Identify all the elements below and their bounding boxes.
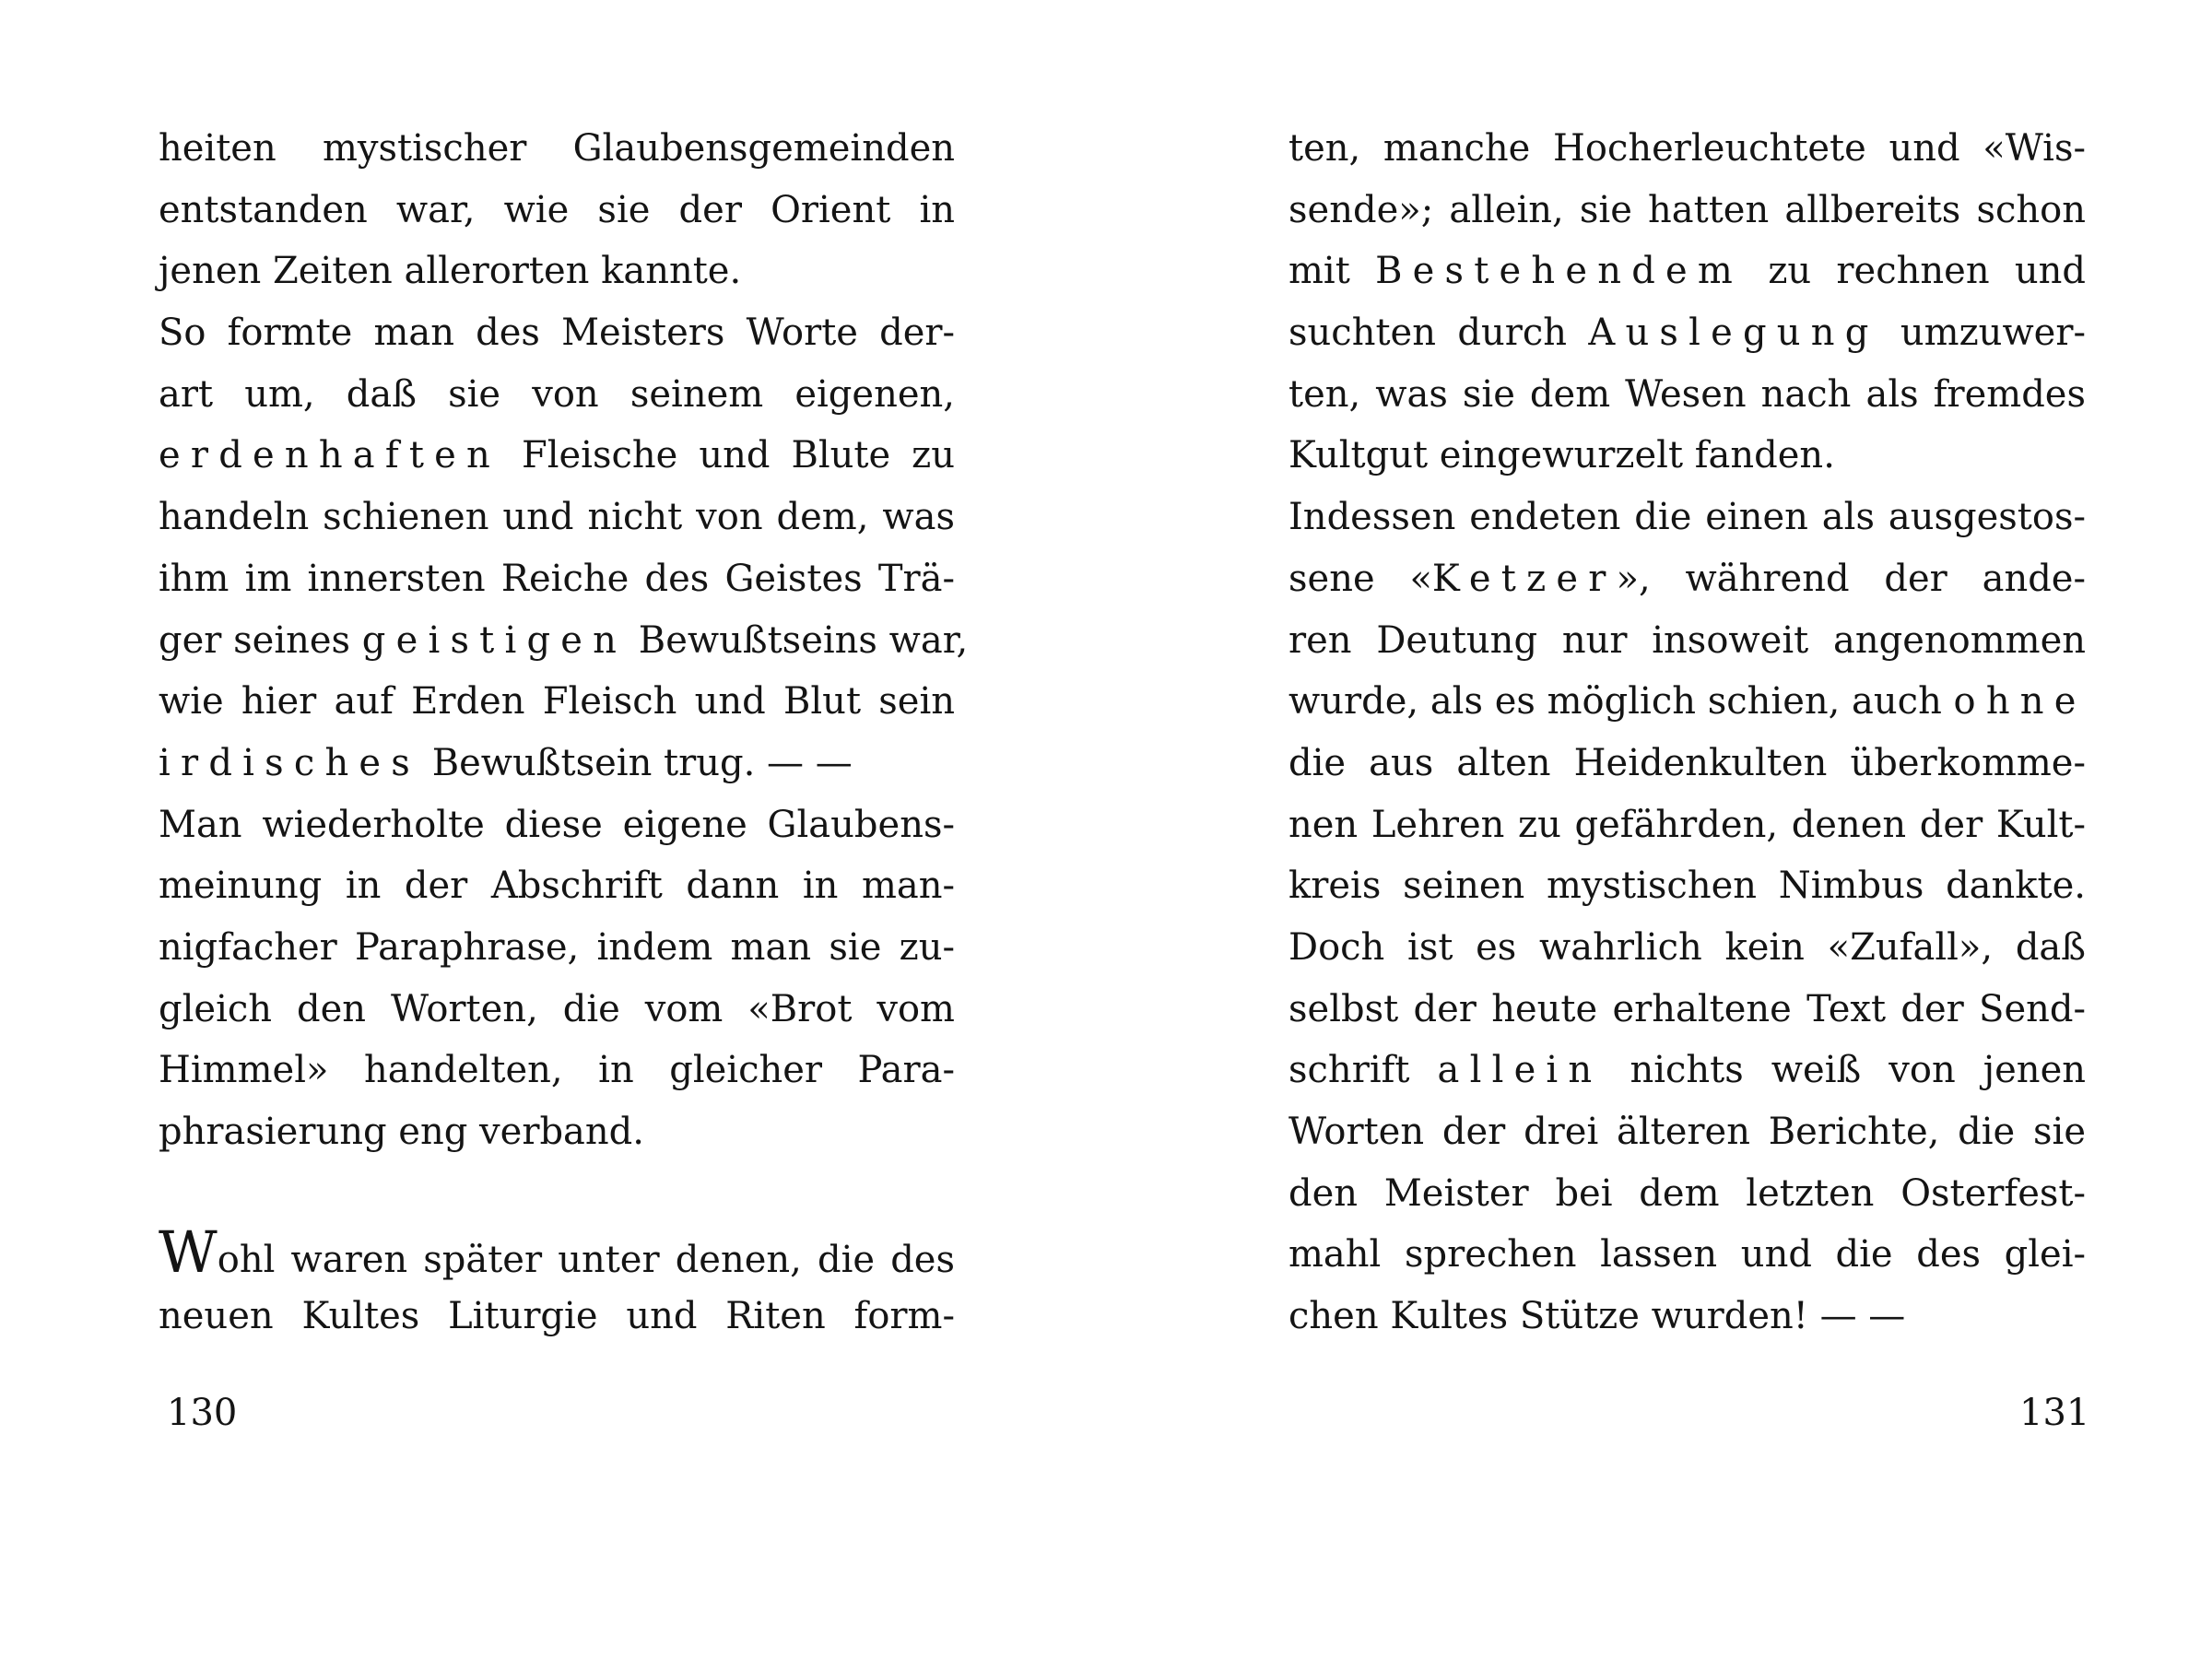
text-line: Indessen endeten die einen als ausgestos- [1288,496,2086,539]
text-line: Doch ist es wahrlich kein «Zufall», daß [1288,925,2086,969]
text-line [1288,548,2086,610]
text-line: ten, manche Hocherleuchtete und «Wis- [1288,127,2086,170]
text-line [1288,241,2086,302]
spaced-emphasis: erdenhaften [159,434,500,477]
text-line [159,1218,955,1287]
text-span: Bewußtseins war, [627,618,969,662]
text-line: heiten mystischer Glaubensgemeinden [159,127,955,170]
drop-initial: W [159,1218,218,1287]
text-span: zu rechnen und [1743,250,2086,293]
text-line: die aus alten Heidenkulten überkomme- [1288,741,2086,784]
text-span: umzuwer- [1878,312,2086,355]
text-line: meinung in der Abschrift dann in man- [159,865,955,908]
text-line: ihm im innersten Reiche des Geistes Trä- [159,557,955,600]
page-number: 131 [2019,1392,2090,1434]
text-line: nen Lehren zu gefährden, denen der Kult- [1288,803,2086,846]
text-line: neuen Kultes Liturgie und Riten form- [159,1295,955,1338]
spaced-emphasis: Bestehendem [1375,250,1744,293]
text-line: ten, was sie dem Wesen nach als fremdes [1288,372,2086,416]
text-line: chen Kultes Stütze wurden! — — [1288,1295,1906,1338]
text-line: art um, daß sie von seinem eigenen, [159,372,955,416]
text-span: nichts weiß von jenen [1602,1049,2087,1092]
text-span: wurde, als es möglich schien, auch [1288,680,1954,724]
text-span: schrift [1288,1049,1438,1092]
text-line: entstanden war, wie sie der Orient in [159,188,955,231]
spaced-emphasis: allein [1437,1049,1603,1092]
text-line: kreis seinen mystischen Nimbus dankte. [1288,865,2086,908]
text-line: mahl sprechen lassen und die des glei- [1288,1233,2086,1277]
text-line: Himmel» handelten, in gleicher Para- [159,1049,955,1092]
page-number: 130 [167,1392,238,1434]
spaced-emphasis: Ketzer [1431,557,1617,600]
text-line: selbst der heute erhaltene Text der Send- [1288,987,2086,1030]
text-line: wie hier auf Erden Fleisch und Blut sein [159,680,955,724]
text-line: handeln schienen und nicht von dem, was [159,496,955,539]
text-span: ohl waren später unter denen, die des [217,1239,955,1282]
text-line [1288,302,2086,364]
text-line: Kultgut eingewurzelt fanden. [1288,434,1835,477]
right-page [1106,0,2212,1659]
text-span: mit [1288,250,1376,293]
text-line: nigfacher Paraphrase, indem man sie zu- [159,925,955,969]
paragraph-gap [159,1163,955,1225]
text-span: Bewußtsein trug. — — [420,741,853,784]
text-span: », während der ande- [1616,557,2086,600]
spaced-emphasis: geistigen [361,618,628,662]
left-page-text [159,118,969,1347]
spaced-emphasis: ohne [1953,680,2087,724]
text-line: jenen Zeiten allerorten kannte. [159,250,742,293]
text-line: So formte man des Meisters Worte der- [159,312,955,355]
text-span: suchten durch [1288,312,1589,355]
text-line: phrasierung eng verband. [159,1111,644,1153]
text-line: Man wiederholte diese eigene Glaubens- [159,803,955,846]
text-line [159,610,969,672]
text-span: Fleische und Blute zu [500,434,955,477]
text-line: sende»; allein, sie hatten allbereits schon [1288,188,2086,231]
spaced-emphasis: Auslegung [1588,312,1879,355]
text-span: sene « [1288,557,1432,600]
text-line: Worten der drei älteren Berichte, die sie [1288,1111,2086,1153]
text-line: ren Deutung nur insoweit angenommen [1288,618,2086,662]
text-line [159,733,955,794]
text-line: gleich den Worten, die vom «Brot vom [159,987,955,1030]
text-line [159,425,955,487]
text-span: ger seines [159,618,362,662]
text-line [1288,671,2086,733]
right-page-text [1288,118,2086,1347]
text-line [1288,1040,2086,1101]
text-line: den Meister bei dem letzten Osterfest- [1288,1171,2086,1215]
spaced-emphasis: irdisches [159,741,421,784]
